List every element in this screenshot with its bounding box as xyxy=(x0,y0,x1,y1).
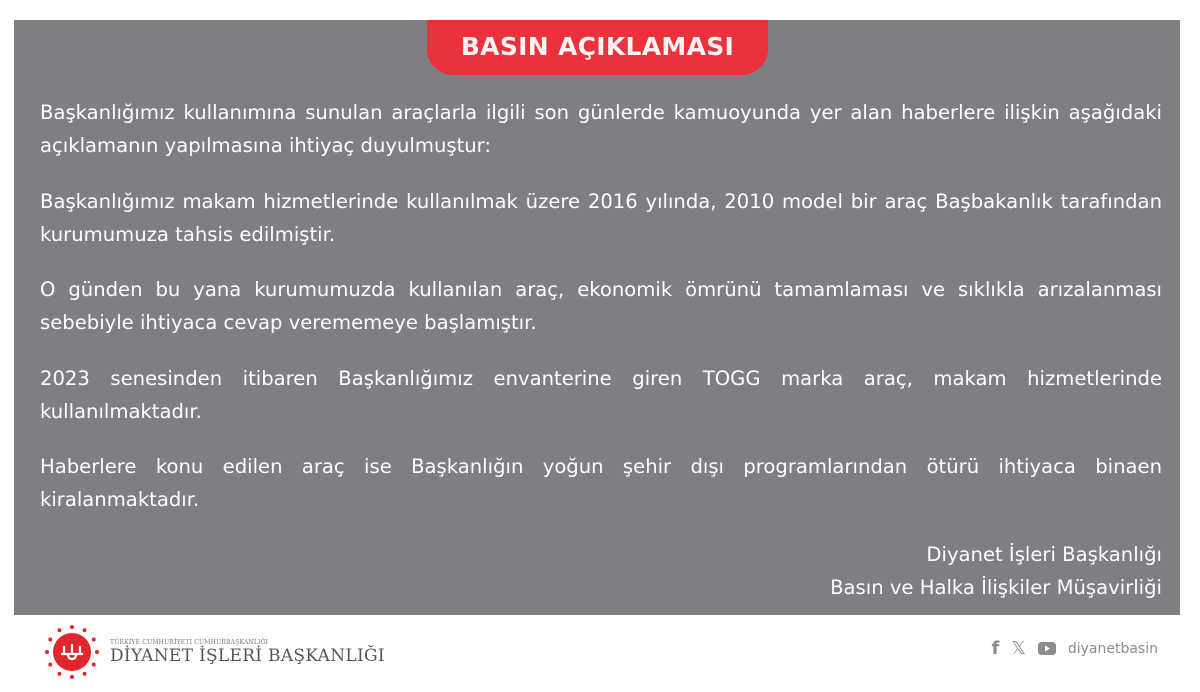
page-title: BASIN AÇIKLAMASI xyxy=(427,20,768,75)
logo-subtitle: TÜRKİYE CUMHURİYETİ CUMHURBAŞKANLIĞI xyxy=(110,638,269,646)
paragraph: Başkanlığımız kullanımına sunulan araçlarla ilgili son günlerde kamuoyunda yer alan haberlere ilişkin aşağıdaki açıklamanın yapılmasına ihtiyaç duyulmuştur: xyxy=(40,101,1162,157)
facebook-icon[interactable]: f xyxy=(991,638,1000,659)
youtube-icon[interactable] xyxy=(1038,642,1056,655)
x-icon[interactable]: 𝕏 xyxy=(1011,638,1026,659)
paragraph: Haberlere konu edilen araç ise Başkanlığın yoğun şehir dışı programlarından ötürü ihtiyaca binaen kiralanmaktadır. xyxy=(40,455,1162,511)
logo-title: DİYANET İŞLERİ BAŞKANLIĞI xyxy=(110,645,385,666)
signature-line: Basın ve Halka İlişkiler Müşavirliği xyxy=(830,576,1162,599)
social-links xyxy=(992,638,1159,659)
signature-line: Diyanet İşleri Başkanlığı xyxy=(926,543,1162,566)
paragraph: O günden bu yana kurumumuzda kullanılan araç, ekonomik ömrünü tamamlaması ve sıklıkla arızalanması sebebiyle ihtiyaca cevap verememeye başlamıştır. xyxy=(40,278,1162,334)
diyanet-emblem-icon xyxy=(44,624,100,680)
diyanet-logo xyxy=(44,624,385,680)
paragraph: 2023 senesinden itibaren Başkanlığımız envanterine giren TOGG marka araç, makam hizmetlerinde kullanılmaktadır. xyxy=(40,366,1162,423)
press-release-body xyxy=(40,96,1162,539)
signature xyxy=(830,538,1162,604)
paragraph: Başkanlığımız makam hizmetlerinde kullanılmak üzere 2016 yılında, 2010 model bir araç Başbakanlık tarafından kurumumuza tahsis edilmiştir. xyxy=(40,189,1162,246)
social-handle[interactable]: diyanetbasin xyxy=(1067,640,1158,657)
